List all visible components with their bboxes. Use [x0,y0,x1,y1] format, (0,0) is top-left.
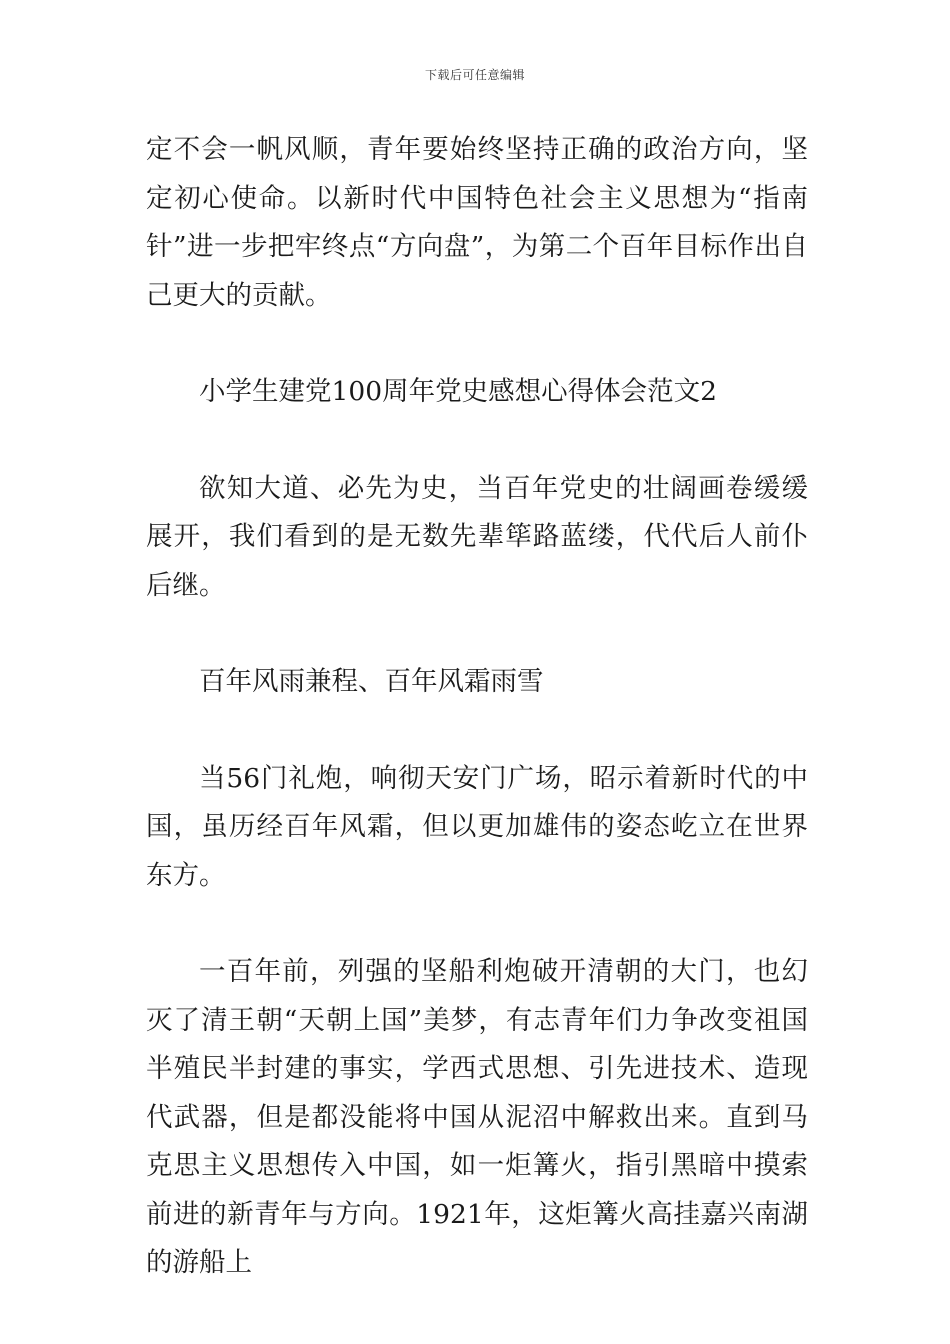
document-body [146,126,808,1288]
paragraph: 欲知大道、必先为史，当百年党史的壮阔画卷缓缓展开，我们看到的是无数先辈筚路蓝缕，代代后人前仆后继。 [146,472,808,601]
paragraph-spacer [146,320,808,368]
page-header: 下载后可任意编辑 [424,68,525,82]
paragraph: 当56门礼炮，响彻天安门广场，昭示着新时代的中国，虽历经百年风霜，但以更加雄伟的姿态屹立在世界东方。 [146,762,808,891]
paragraph-spacer [146,610,808,658]
subheading: 百年风雨兼程、百年风霜雨雪 [199,666,544,697]
paragraph-spacer [146,417,808,465]
section-heading: 小学生建党100周年党史感想心得体会范文2 [199,376,717,407]
paragraph: 一百年前，列强的坚船利炮破开清朝的大门，也幻灭了清王朝“天朝上国”美梦，有志青年们力争改变祖国半殖民半封建的事实，学西式思想、引先进技术、造现代武器，但是都没能将中国从泥沼中解救出来。直到马克思主义思想传入中国，如一炬篝火，指引黑暗中摸索前进的新青年与方向。1921年，这炬篝火高挂嘉兴南湖的游船上 [146,956,808,1278]
paragraph-spacer [146,707,808,755]
paragraph-spacer [146,900,808,948]
paragraph-continuation: 定不会一帆风顺，青年要始终坚持正确的政治方向，坚定初心使命。以新时代中国特色社会主义思想为“指南针”进一步把牢终点“方向盘”，为第二个百年目标作出自己更大的贡献。 [146,134,808,311]
